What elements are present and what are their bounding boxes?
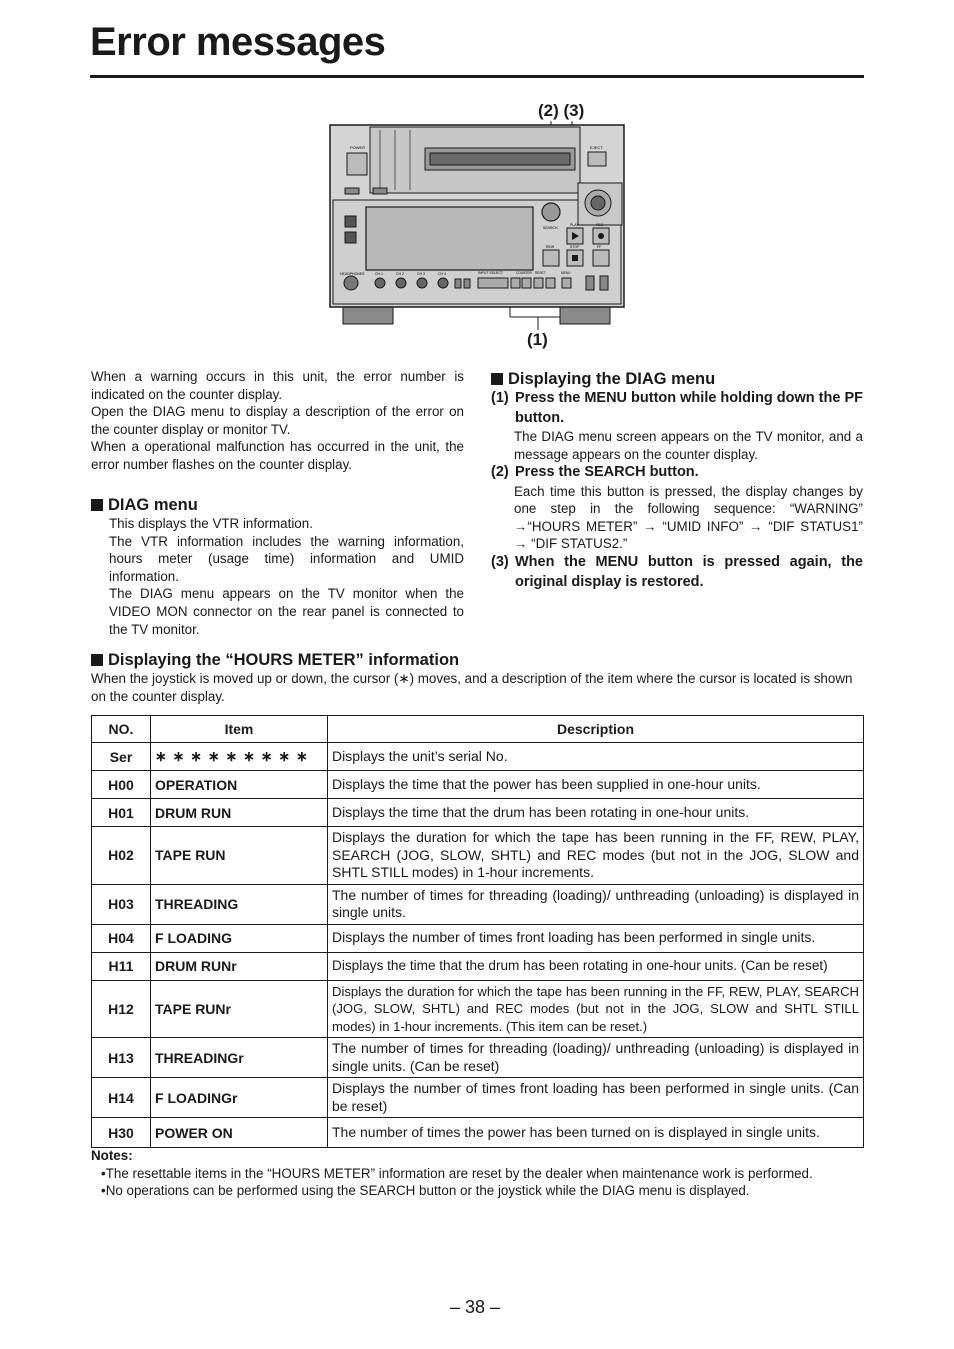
page-title: Error messages <box>90 20 386 64</box>
cell-description: Displays the number of times front loading has been performed in single units. (Can be reset) <box>328 1078 864 1118</box>
cell-description: The number of times for threading (loading)/ unthreading (unloading) is displayed in single units. (Can be reset) <box>328 1038 864 1078</box>
callout-1: (1) <box>527 330 548 349</box>
table-row <box>92 952 864 980</box>
cell-no: H13 <box>92 1038 151 1078</box>
cell-description: The number of times the power has been turned on is displayed in single units. <box>328 1118 864 1148</box>
diag-menu-paragraph: This displays the VTR information. <box>109 516 313 531</box>
note-item: •No operations can be performed using the SEARCH button or the joystick while the DIAG menu is displayed. <box>101 1183 750 1199</box>
rew-label: REW <box>546 245 555 249</box>
step-1-title <box>491 389 863 428</box>
cell-item: DRUM RUN <box>151 799 328 827</box>
table-row <box>92 1078 864 1118</box>
cell-item: TAPE RUNr <box>151 980 328 1038</box>
column-header-item: Item <box>151 716 328 743</box>
page-number: – 38 – <box>450 1297 501 1317</box>
cell-no: H30 <box>92 1118 151 1148</box>
step-title: Press the SEARCH button. <box>515 464 699 481</box>
hours-meter-paragraph: When the joystick is moved up or down, the cursor (∗) moves, and a description of the item where the cursor is located is shown on the counter display. <box>91 671 853 704</box>
section-heading <box>91 495 464 515</box>
cell-no: H11 <box>92 952 151 980</box>
table-row <box>92 799 864 827</box>
step-2-body: Each time this button is pressed, the display changes by one step in the following sequence: “WARNING” →“HOURS METER” → “UMID INFO” → “DIF STATUS1” → “DIF STATUS2.” <box>514 483 863 552</box>
cell-no: H02 <box>92 827 151 885</box>
ch4-label: CH 4 <box>438 272 446 276</box>
ch3-label: CH 3 <box>417 272 425 276</box>
play-label: PLAY <box>570 223 579 227</box>
intro-paragraph: When a operational malfunction has occurred in the unit, the error number flashes on the counter display. <box>91 439 464 472</box>
step-number: (3) <box>491 554 509 571</box>
rec-label: REC <box>596 223 604 227</box>
square-bullet-icon <box>91 654 103 666</box>
cell-item: F LOADING <box>151 924 328 952</box>
step-number: (2) <box>491 464 509 481</box>
table-row <box>92 980 864 1038</box>
square-bullet-icon <box>91 499 103 511</box>
cell-description: Displays the unit’s serial No. <box>328 743 864 771</box>
cell-item: POWER ON <box>151 1118 328 1148</box>
step-1-body: The DIAG menu screen appears on the TV monitor, and a message appears on the counter display. <box>514 429 863 462</box>
cell-item: DRUM RUNr <box>151 952 328 980</box>
diag-menu-heading: DIAG menu <box>108 496 198 514</box>
table-row <box>92 924 864 952</box>
stop-label: STOP <box>570 245 580 249</box>
table-row <box>92 743 864 771</box>
intro-text <box>91 368 464 474</box>
step-3-title <box>491 553 863 592</box>
intro-paragraph: When a warning occurs in this unit, the error number is indicated on the counter display. <box>91 369 464 402</box>
cell-description: Displays the time that the drum has been rotating in one-hour units. <box>328 799 864 827</box>
cell-no: H03 <box>92 884 151 924</box>
diag-menu-paragraph: The VTR information includes the warning information, hours meter (usage time) information and UMID information. <box>109 533 464 584</box>
ch2-label: CH 2 <box>396 272 404 276</box>
cell-item: ∗ ∗ ∗ ∗ ∗ ∗ ∗ ∗ ∗ <box>151 743 328 771</box>
cell-item: THREADING <box>151 884 328 924</box>
power-label: POWER <box>350 145 366 150</box>
note-item: •The resettable items in the “HOURS METER” information are reset by the dealer when maintenance work is performed. <box>101 1165 813 1181</box>
cell-no: Ser <box>92 743 151 771</box>
ch1-label: CH 1 <box>375 272 383 276</box>
notes-heading: Notes: <box>91 1148 133 1163</box>
table-row <box>92 827 864 885</box>
column-header-no: NO. <box>92 716 151 743</box>
cell-description: Displays the duration for which the tape has been running in the FF, REW, PLAY, SEARCH (JOG, SLOW, SHTL) and REC modes (but not in the JOG, SLOW and SHTL STILL modes) in 1-hour increments. <box>328 827 864 885</box>
step-title: When the MENU button is pressed again, the original display is restored. <box>515 554 863 590</box>
cell-no: H12 <box>92 980 151 1038</box>
cell-item: TAPE RUN <box>151 827 328 885</box>
column-header-description: Description <box>328 716 864 743</box>
cell-description: Displays the time that the drum has been rotating in one-hour units. (Can be reset) <box>328 952 864 980</box>
diag-menu-body <box>91 515 464 638</box>
table-row <box>92 771 864 799</box>
table-row <box>92 1038 864 1078</box>
diag-menu-paragraph: The DIAG menu appears on the TV monitor when the VIDEO MON connector on the rear panel is connected to the TV monitor. <box>109 586 464 637</box>
cell-no: H14 <box>92 1078 151 1118</box>
callout-2-3: (2) (3) <box>538 101 585 120</box>
step-2-title <box>491 463 863 483</box>
square-bullet-icon <box>491 373 503 385</box>
step-title: Press the MENU button while holding down the PF button. <box>515 390 863 426</box>
table-row <box>92 1118 864 1148</box>
displaying-diag-heading: Displaying the DIAG menu <box>508 370 716 388</box>
intro-paragraph: Open the DIAG menu to display a description of the error on the counter display or monitor TV. <box>91 404 464 437</box>
menu-label: MENU <box>561 271 571 275</box>
hours-meter-section <box>91 650 864 705</box>
search-label: SEARCH <box>543 226 558 230</box>
error-table <box>91 715 864 1148</box>
cell-description: The number of times for threading (loading)/ unthreading (unloading) is displayed in single units. <box>328 884 864 924</box>
diag-menu-section <box>91 495 464 638</box>
table-row <box>92 884 864 924</box>
table-header-row <box>92 716 864 743</box>
vtr-front-panel-illustration <box>0 0 954 360</box>
eject-label: EJECT <box>590 145 603 150</box>
cell-item: F LOADINGr <box>151 1078 328 1118</box>
cell-item: THREADINGr <box>151 1038 328 1078</box>
section-heading <box>491 369 863 389</box>
cell-no: H01 <box>92 799 151 827</box>
cell-no: H00 <box>92 771 151 799</box>
step-number: (1) <box>491 390 509 406</box>
ff-label: FF <box>597 245 602 249</box>
hours-meter-heading: Displaying the “HOURS METER” information <box>108 651 460 669</box>
section-heading <box>91 650 864 670</box>
input-select-label: INPUT SELECT <box>478 271 504 275</box>
cell-description: Displays the time that the power has been supplied in one-hour units. <box>328 771 864 799</box>
notes-section <box>91 1147 864 1200</box>
cell-item: OPERATION <box>151 771 328 799</box>
cell-description: Displays the number of times front loading has been performed in single units. <box>328 924 864 952</box>
headphones-label: HEADPHONES <box>340 272 365 276</box>
reset-label: RESET <box>535 271 546 275</box>
counter-label: COUNTER <box>516 271 532 275</box>
cell-description: Displays the duration for which the tape has been running in the FF, REW, PLAY, SEARCH (JOG, SLOW, SHTL) and REC modes (but not in the JOG, SLOW and SHTL STILL modes) in 1-hour increments. (This item can be reset.) <box>328 980 864 1038</box>
displaying-diag-section <box>491 369 863 592</box>
cell-no: H04 <box>92 924 151 952</box>
